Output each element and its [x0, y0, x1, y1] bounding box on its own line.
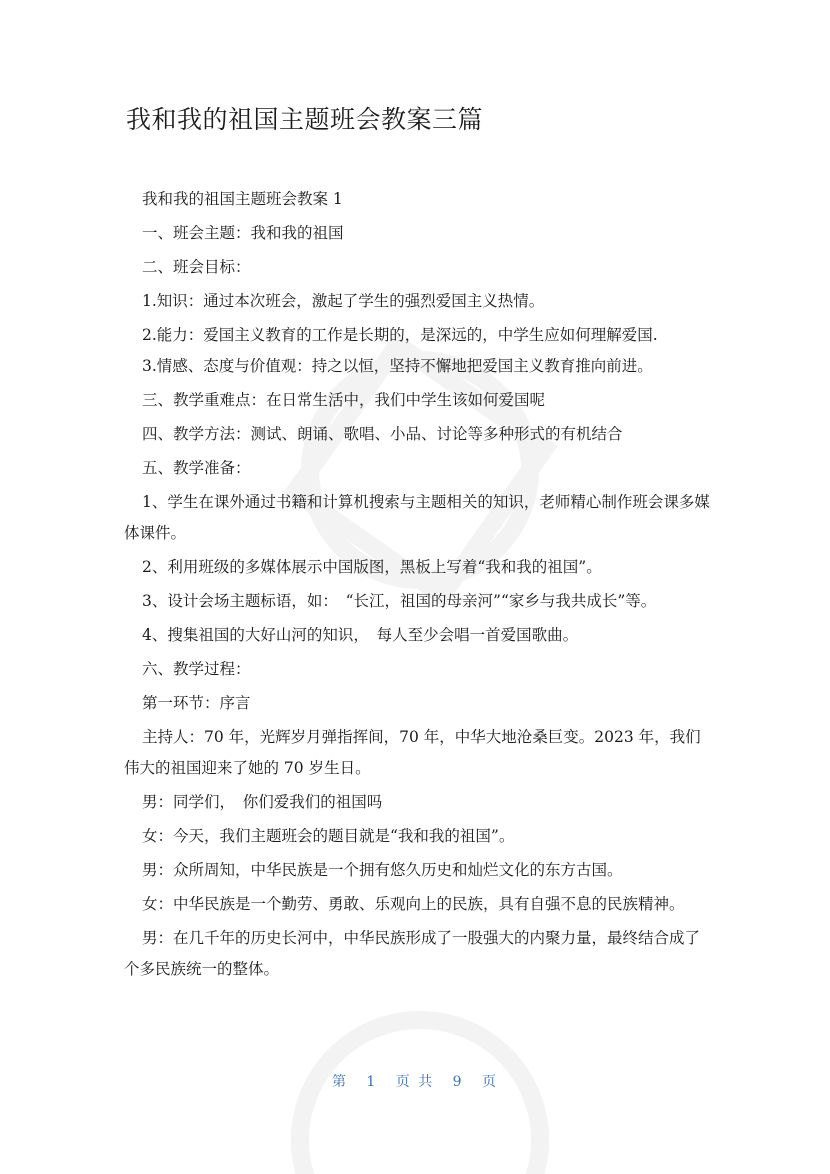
- paragraph: 4、搜集祖国的大好山河的知识， 每人至少会唱一首爱国歌曲。: [142, 626, 579, 644]
- paragraph: 六、教学过程：: [142, 660, 251, 678]
- paragraph: 2.能力：爱国主义教育的工作是长期的，是深远的，中学生应如何理解爱国.: [142, 326, 658, 344]
- paragraph: 四、教学方法：测试、朗诵、歌唱、小品、讨论等多种形式的有机结合: [142, 425, 623, 443]
- footer-current-page: 1: [366, 1074, 378, 1090]
- footer-suffix: 页: [482, 1074, 499, 1090]
- document-title: 我和我的祖国主题班会教案三篇: [126, 105, 484, 134]
- paragraph: 女：今天，我们主题班会的题目就是“我和我的祖国”。: [142, 827, 515, 845]
- footer-prefix: 第: [331, 1074, 348, 1090]
- paragraph: 三、教学重难点：在日常生活中，我们中学生该如何爱国呢: [142, 391, 546, 409]
- page-footer: [0, 1071, 830, 1091]
- paragraph: 女：中华民族是一个勤劳、勇敢、乐观向上的民族，具有自强不息的民族精神。: [142, 895, 685, 913]
- paragraph: 五、教学准备：: [142, 459, 251, 477]
- paragraph: 1、学生在课外通过书籍和计算机搜索与主题相关的知识，老师精心制作班会课多媒体课件。: [124, 493, 710, 542]
- paragraph: 主持人：70 年，光辉岁月弹指挥间，70 年，中华大地沧桑巨变。2023 年，我们伟大的祖国迎来了她的 70 岁生日。: [124, 728, 701, 777]
- paragraph: 男：在几千年的历史长河中，中华民族形成了一股强大的内聚力量，最终结合成了个多民族统一的整体。: [124, 929, 701, 978]
- paragraph: 3、设计会场主题标语，如： “长江，祖国的母亲河”“家乡与我共成长”等。: [142, 592, 657, 610]
- paragraph: 1.知识：通过本次班会，激起了学生的强烈爱国主义热情。: [142, 292, 545, 310]
- paragraph: 3.情感、态度与价值观：持之以恒，坚持不懈地把爱国主义教育推向前进。: [142, 357, 653, 375]
- paragraph: 一、班会主题：我和我的祖国: [142, 224, 344, 242]
- footer-middle: 页 共: [395, 1074, 435, 1090]
- document-body: [124, 184, 714, 988]
- paragraph: 2、利用班级的多媒体展示中国版图，黑板上写着“我和我的祖国”。: [142, 558, 602, 576]
- paragraph: 二、班会目标：: [142, 258, 251, 276]
- paragraph: 男：同学们， 你们爱我们的祖国吗: [142, 793, 383, 811]
- footer-total-pages: 9: [452, 1074, 464, 1090]
- paragraph: 第一环节：序言: [142, 694, 251, 712]
- paragraph: 男：众所周知，中华民族是一个拥有悠久历史和灿烂文化的东方古国。: [142, 861, 623, 879]
- paragraph: 我和我的祖国主题班会教案 1: [142, 190, 343, 208]
